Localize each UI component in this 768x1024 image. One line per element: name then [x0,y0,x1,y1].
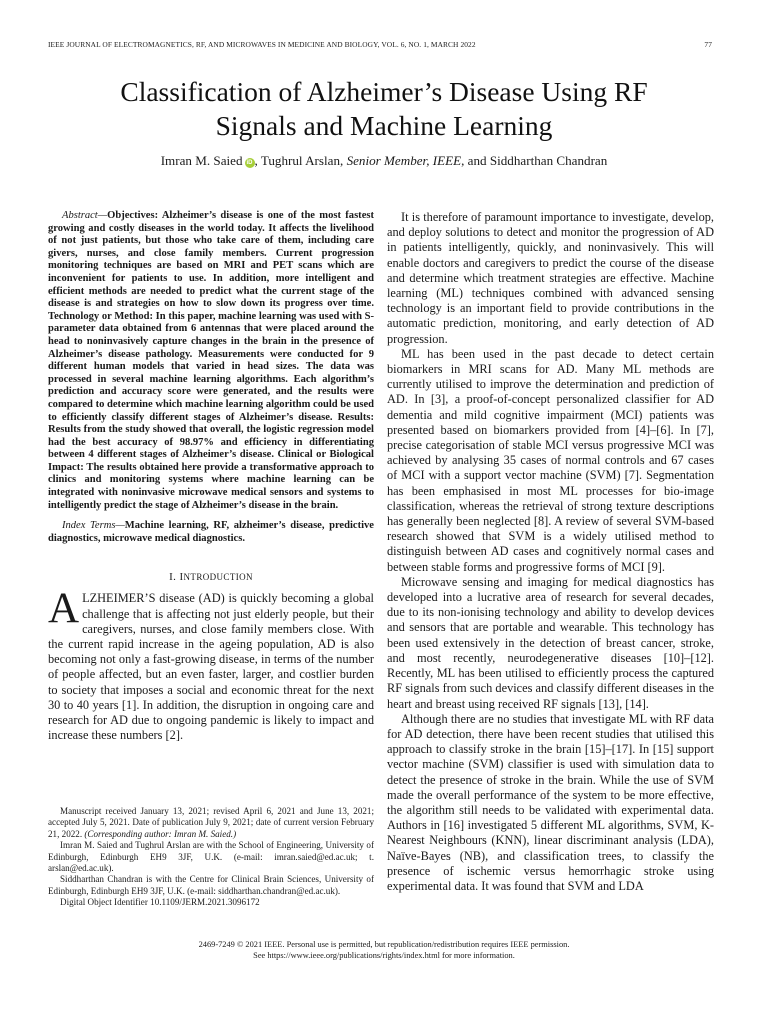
section-title-rest: NTRODUCTION [183,572,253,583]
intro-smallcaps: LZHEIMER’S [82,591,156,606]
copyright-footer [48,939,720,961]
abstract-lead: Abstract— [62,210,108,221]
title-line-2: Signals and Machine Learning [215,110,553,141]
footnotes [48,806,374,909]
footnote-manuscript-text: Manuscript received January 13, 2021; revised April 6, 2021 and June 13, 2021; accepted July 5, 2021. Date of publication July 9, 2021; date of current version February 21, 2022. [48,806,374,839]
right-paragraph-3: Microwave sensing and imaging for medical diagnostics has developed into a lucrative area of research for several decades, due to its non-ionising technology and ability to develop devices and sensors that are portable and wearable. This technology has been used extensively in the detection of breast cancer, stroke, and most recently, neurodegenerative diseases [10]–[12]. Recently, ML has been utilised to efficiently process the captured RF signals from such devices and classify different diseases in the heart and breast using received RF signals [13], [14]. [387,574,714,711]
author-list [48,153,720,169]
page-number: 77 [704,40,712,49]
running-header [48,40,720,49]
footnote-manuscript [48,806,374,840]
intro-paragraph-1 [48,585,374,743]
orcid-icon[interactable]: iD [246,160,253,166]
footnote-affiliation-2: Siddharthan Chandran is with the Centre for Clinical Brain Sciences, University of Edinburgh, Edinburgh EH9 3JF, U.K. (e-mail: siddharthan.chandran@ed.ac.uk). [48,874,374,896]
section-numeral: I. [169,571,177,584]
copyright-line: 2469-7249 © 2021 IEEE. Personal use is permitted, but republication/redistribution requires IEEE permission. [198,940,570,949]
drop-cap: A [48,585,80,633]
journal-name: IEEE JOURNAL OF ELECTROMAGNETICS, RF, AND MICROWAVES IN MEDICINE AND BIOLOGY, VOL. 6, NO. 1, MARCH 2022 [48,40,476,49]
intro-text: disease (AD) is quickly becoming a global challenge that is affecting not just elderly people, but their caregivers, nurses, and close family members close. With the current rapid increase in the ageing population, AD is also becoming not only a fast-growing disease, in terms of the number of people affected, but an even faster, larger, and costlier burden to society that imposes a social and economic threat for the next 30 to 40 years [1]. In addition, the disruption in ongoing care and research for AD due to ongoing pandemic is likely to impact and increase these numbers [2]. [48,591,374,743]
right-paragraph-4: Although there are no studies that investigate ML with RF data for AD detection, there have been recent studies that utilised this approach to classify stroke in the brain [15]–[17]. In [15] support vector machine (SVM) classifier is used with simulation data to detect the presence of stroke in the brain. While the use of SVM made the overall performance of the system to be more effective, the algorithm still needs to be validated with experimental data. Authors in [16] investigated 5 different ML algorithms, SVM, K-Nearest Neighbours (KNN), linear discriminant analysis (LDA), Naïve-Bayes (NB), and classification trees, to classify the presence of ischemic versus hemorrhagic stroke using experimental data. It was found that SVM and LDA [387,711,714,893]
right-paragraph-1: It is therefore of paramount importance to investigate, develop, and deploy solutions to detect and monitor the progression of AD in patients intelligently, quickly, and noninvasively. This will enable doctors and caregivers to predict the course of the disease and determine which treatment strategies are effective. Machine learning (ML) techniques combined with advanced sensing technology is an important field to provide contributions in the automatic prediction, monitoring, and early detection of AD progression. [387,210,714,346]
index-terms-text: Machine learning, RF, alzheimer’s disease, predictive diagnostics, microwave medical diagnostics. [48,520,374,544]
abstract-text: Objectives: Alzheimer’s disease is one of the most fastest growing and costly diseases in the world today. It affects the livelihood of not just patients, but those who take care of them, including care givers, nurses, and close family members. Current progression monitoring techniques are based on MRI and PET scans which are inconvenient for patients to use. In addition, more intelligent and efficient methods are needed to predict what the current stage of the disease is and strategies on how to slow down its progress over time. Technology or Method: In this paper, machine learning was used with S-parameter data obtained from 6 antennas that were placed around the head to noninvasively capture changes in the brain in the presence of Alzheimer’s disease pathology. Measurements were conducted for 9 different human models that varied in head sizes. The data was processed in several machine learning algorithms. Each algorithm’s prediction and accuracy score were generated, and the results were compared to determine which machine learning algorithm could be used to efficiently classify different stages of Alzheimer’s disease. Results: Results from the study showed that overall, the logistic regression model had the best accuracy of 98.97% and efficiency in differentiating between 4 different stages of Alzheimer’s disease. Clinical or Biological Impact: The results obtained here provide a transformative approach to clinics and monitoring systems where machine learning can be integrated with noninvasive microwave medical sensors and systems to intelligently predict the stage of Alzheimer’s disease in the brain. [48,210,374,511]
author-name-1: Imran M. Saied [160,153,243,168]
author-list-end: , and Siddharthan Chandran [461,153,608,168]
abstract [48,210,374,512]
introduction-body [48,585,374,743]
footnote-corresponding-author: (Corresponding author: Imran M. Saied.) [84,828,237,839]
author-separator: , Tughrul Arslan, [254,153,347,168]
index-terms [48,520,374,545]
section-heading-introduction [48,571,374,583]
index-terms-lead: Index Terms— [62,520,125,532]
footnote-affiliation-1: Imran M. Saied and Tughrul Arslan are with the School of Engineering, University of Edinburgh, Edinburgh EH9 3JF, U.K. (e-mail: imran.saied@ed.ac.uk; t. arslan@ed.ac.uk). [48,840,374,874]
section-title-first: I [179,571,184,584]
left-column [48,210,374,743]
rights-link-line[interactable]: See https://www.ieee.org/publications/rights/index.html for more information. [253,951,515,960]
footnote-doi: Digital Object Identifier 10.1109/JERM.2021.3096172 [60,897,260,908]
right-paragraph-2: ML has been used in the past decade to detect certain biomarkers in MRI scans for AD. Many ML methods are currently utilised to improve the determination and prediction of AD. In [3], a proof-of-concept personalized classifier for AD dementia and mild cognitive impairment (MCI) patients was presented based on biomarkers provided from [4]–[6]. In [7], precise categorisation of stable MCI versus progressive MCI was achieved by analysing 35 cases of normal controls and 67 cases of MCI with a support vector machine (SVM) [7]. Segmentation has been emphasised in most ML processes for bio-image classification, whereas the retrieval of strong texture descriptions has generally been neglected [8]. A review of several SVM-based research showed that SVM is a widely utilised method to distinguish between AD cases and cognitively normal cases and between stable forms and progressive forms of MCI [9]. [387,346,714,574]
title-line-1: Classification of Alzheimer’s Disease Using RF [120,76,648,107]
right-column [387,210,714,894]
author-affiliation: Senior Member, IEEE [346,153,462,168]
paper-title [48,75,720,143]
